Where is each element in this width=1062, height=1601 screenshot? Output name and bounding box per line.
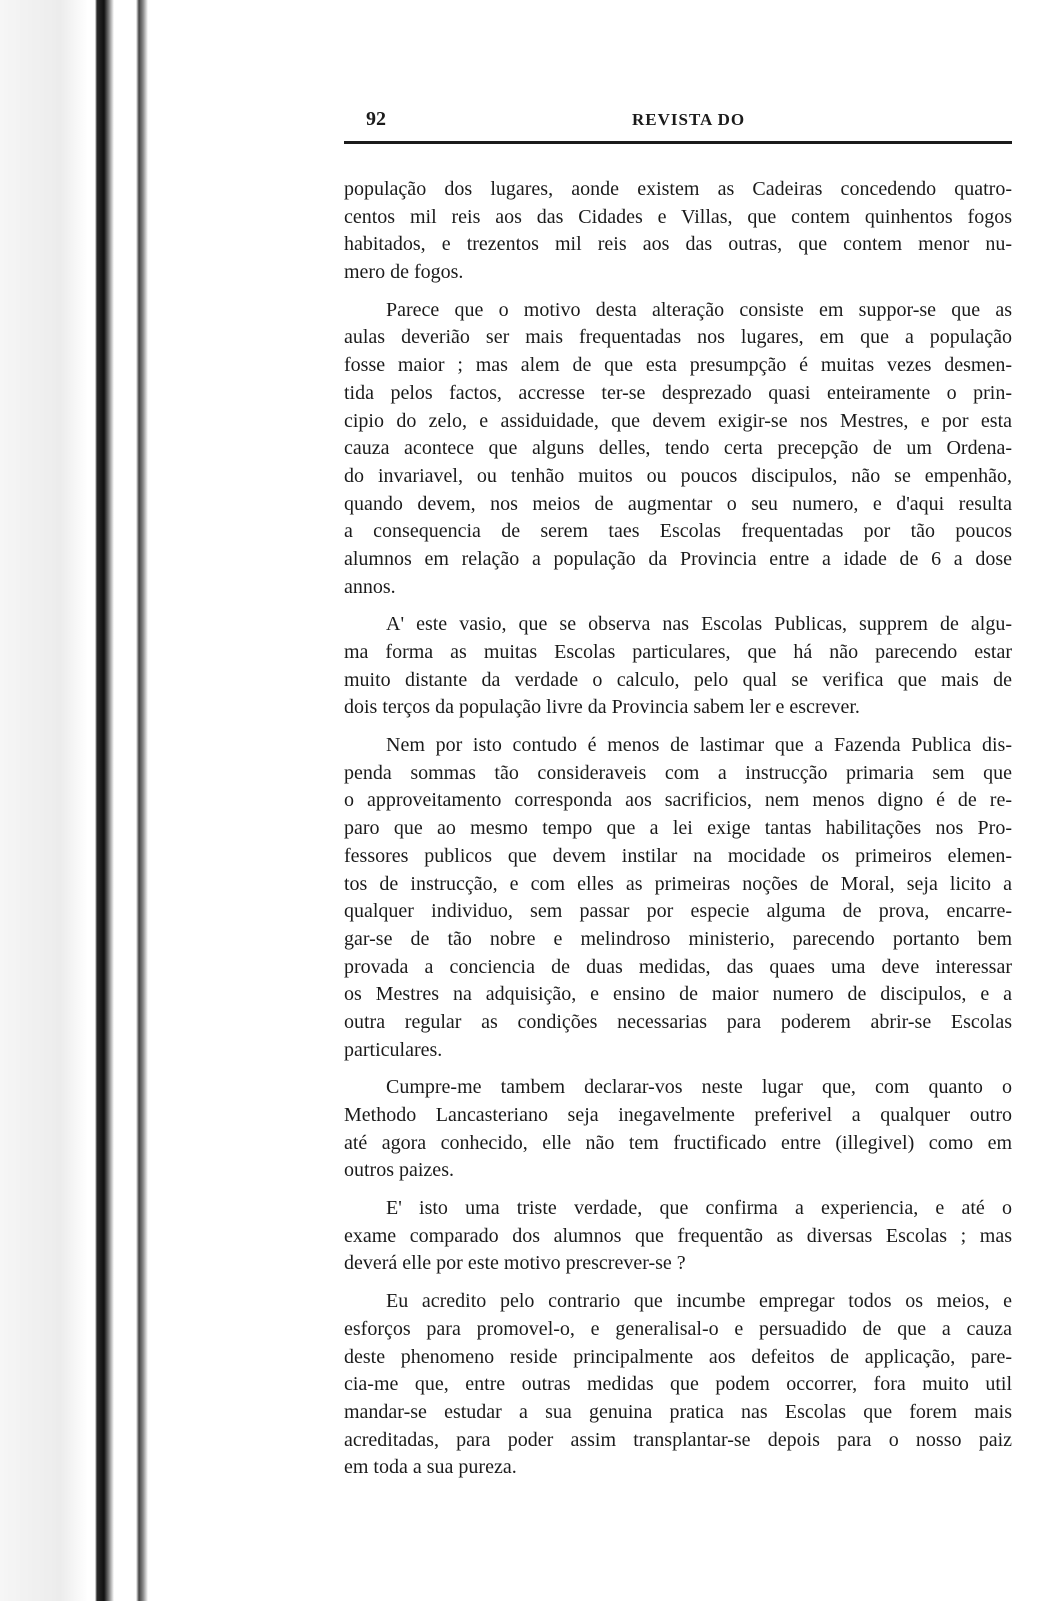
- paragraph: [344, 1074, 1012, 1185]
- paragraph-gap: [344, 1064, 1012, 1074]
- text-line: acreditadas, para poder assim transplantar-se depois para o nosso paiz: [344, 1428, 1012, 1451]
- text-line: qualquer individuo, sem passar por especie alguma de prova, encarre-: [344, 900, 1012, 923]
- text-line: penda sommas tão consideraveis com a instrucção primaria sem que: [344, 761, 1012, 784]
- paragraph: [344, 1288, 1012, 1482]
- text-line: alumnos em relação a população da Provincia entre a idade de 6 a dose: [344, 547, 1012, 570]
- text-line: mero de fogos.: [344, 261, 464, 284]
- text-line: mandar-se estudar a sua genuina pratica nas Escolas que forem mais: [344, 1400, 1012, 1423]
- text-line: o approveitamento corresponda aos sacrificios, nem menos digno é de re-: [344, 789, 1012, 812]
- page-header: [360, 108, 1020, 138]
- text-line: esforços para promovel-o, e generalisal-o e persuadido de que a cauza: [344, 1317, 1012, 1340]
- text-line: cia-me que, entre outras medidas que podem occorrer, fora muito util: [344, 1373, 1012, 1396]
- body-text: [344, 176, 1012, 1482]
- text-line: exame comparado dos alumnos que frequentão as diversas Escolas ; mas: [344, 1224, 1012, 1247]
- text-line: Eu acredito pelo contrario que incumbe empregar todos os meios, e: [386, 1290, 1012, 1313]
- text-line: população dos lugares, aonde existem as Cadeiras concedendo quatro-: [344, 178, 1012, 200]
- text-line: paro que ao mesmo tempo que a lei exige tantas habilitações nos Pro-: [344, 817, 1012, 840]
- text-line: outros paizes.: [344, 1159, 454, 1182]
- text-line: centos mil reis aos das Cidades e Villas, que contem quinhentos fogos: [344, 205, 1012, 228]
- paragraph-gap: [344, 601, 1012, 611]
- text-line: cipio do zelo, e assiduidade, que devem exigir-se nos Mestres, e por esta: [344, 409, 1012, 432]
- paragraph: [344, 176, 1012, 287]
- text-line: fessores publicos que devem instilar na mocidade os primeiros elemen-: [344, 844, 1012, 867]
- text-line: outra regular as condições necessarias para poderem abrir-se Escolas: [344, 1010, 1012, 1033]
- text-line: Parece que o motivo desta alteração consiste em suppor-se que as: [386, 298, 1012, 321]
- text-line: aulas deverião ser mais frequentadas nos lugares, em que a população: [344, 326, 1012, 349]
- text-line: annos.: [344, 575, 396, 598]
- text-line: A' este vasio, que se observa nas Escolas Publicas, supprem de algu-: [386, 613, 1012, 636]
- paragraph: [344, 611, 1012, 722]
- paragraph: [344, 1195, 1012, 1278]
- text-line: os Mestres na adquisição, e ensino de maior numero de discipulos, e a: [344, 983, 1012, 1006]
- text-line: deverá elle por este motivo prescrever-se ?: [344, 1252, 686, 1275]
- header-rule: [344, 141, 1012, 144]
- paragraph: [344, 297, 1012, 602]
- text-line: até agora conhecido, elle não tem fructificado entre (illegivel) como em: [344, 1131, 1012, 1154]
- text-line: em toda a sua pureza.: [344, 1456, 517, 1479]
- text-line: provada a conciencia de duas medidas, das quaes uma deve interessar: [344, 955, 1012, 978]
- text-line: Nem por isto contudo é menos de lastimar que a Fazenda Publica dis-: [386, 734, 1012, 757]
- text-line: do invariavel, ou tenhão muitos ou poucos discipulos, não se empenhão,: [344, 464, 1012, 487]
- text-line: fosse maior ; mas alem de que esta presumpção é muitas vezes desmen-: [344, 354, 1012, 377]
- text-line: quando devem, nos meios de augmentar o seu numero, e d'aqui resulta: [344, 492, 1012, 515]
- paragraph-gap: [344, 722, 1012, 732]
- text-line: E' isto uma triste verdade, que confirma a experiencia, e até o: [386, 1197, 1012, 1220]
- text-line: Methodo Lancasteriano seja inegavelmente preferivel a qualquer outro: [344, 1104, 1012, 1126]
- text-line: tos de instrucção, e com elles as primeiras noções de Moral, seja licito a: [344, 872, 1012, 895]
- text-line: Cumpre-me tambem declarar-vos neste lugar que, com quanto o: [386, 1076, 1012, 1099]
- book-binding-gutter: [0, 0, 170, 1601]
- running-head: REVISTA DO: [632, 110, 746, 129]
- paragraph-gap: [344, 1185, 1012, 1195]
- text-line: cauza acontece que alguns delles, tendo certa precepção de um Ordena-: [344, 437, 1012, 460]
- text-line: particulares.: [344, 1038, 443, 1061]
- paragraph-gap: [344, 1278, 1012, 1288]
- text-line: deste phenomeno reside principalmente aos defeitos de applicação, pare-: [344, 1345, 1012, 1368]
- text-line: dois terços da população livre da Provincia sabem ler e escrever.: [344, 696, 860, 719]
- text-line: muito distante da verdade o calculo, pelo qual se verifica que mais de: [344, 668, 1012, 691]
- page-number: 92: [366, 108, 386, 130]
- paragraph: [344, 732, 1012, 1064]
- text-line: gar-se de tão nobre e melindroso ministerio, parecendo portanto bem: [344, 927, 1012, 950]
- paragraph-gap: [344, 287, 1012, 297]
- text-line: a consequencia de serem taes Escolas frequentadas por tão poucos: [344, 520, 1012, 543]
- text-line: habitados, e trezentos mil reis aos das outras, que contem menor nu-: [344, 233, 1012, 256]
- text-line: ma forma as muitas Escolas particulares, que há não parecendo estar: [344, 641, 1012, 663]
- text-line: tida pelos factos, accresse ter-se desprezado quasi enteiramente o prin-: [344, 381, 1012, 404]
